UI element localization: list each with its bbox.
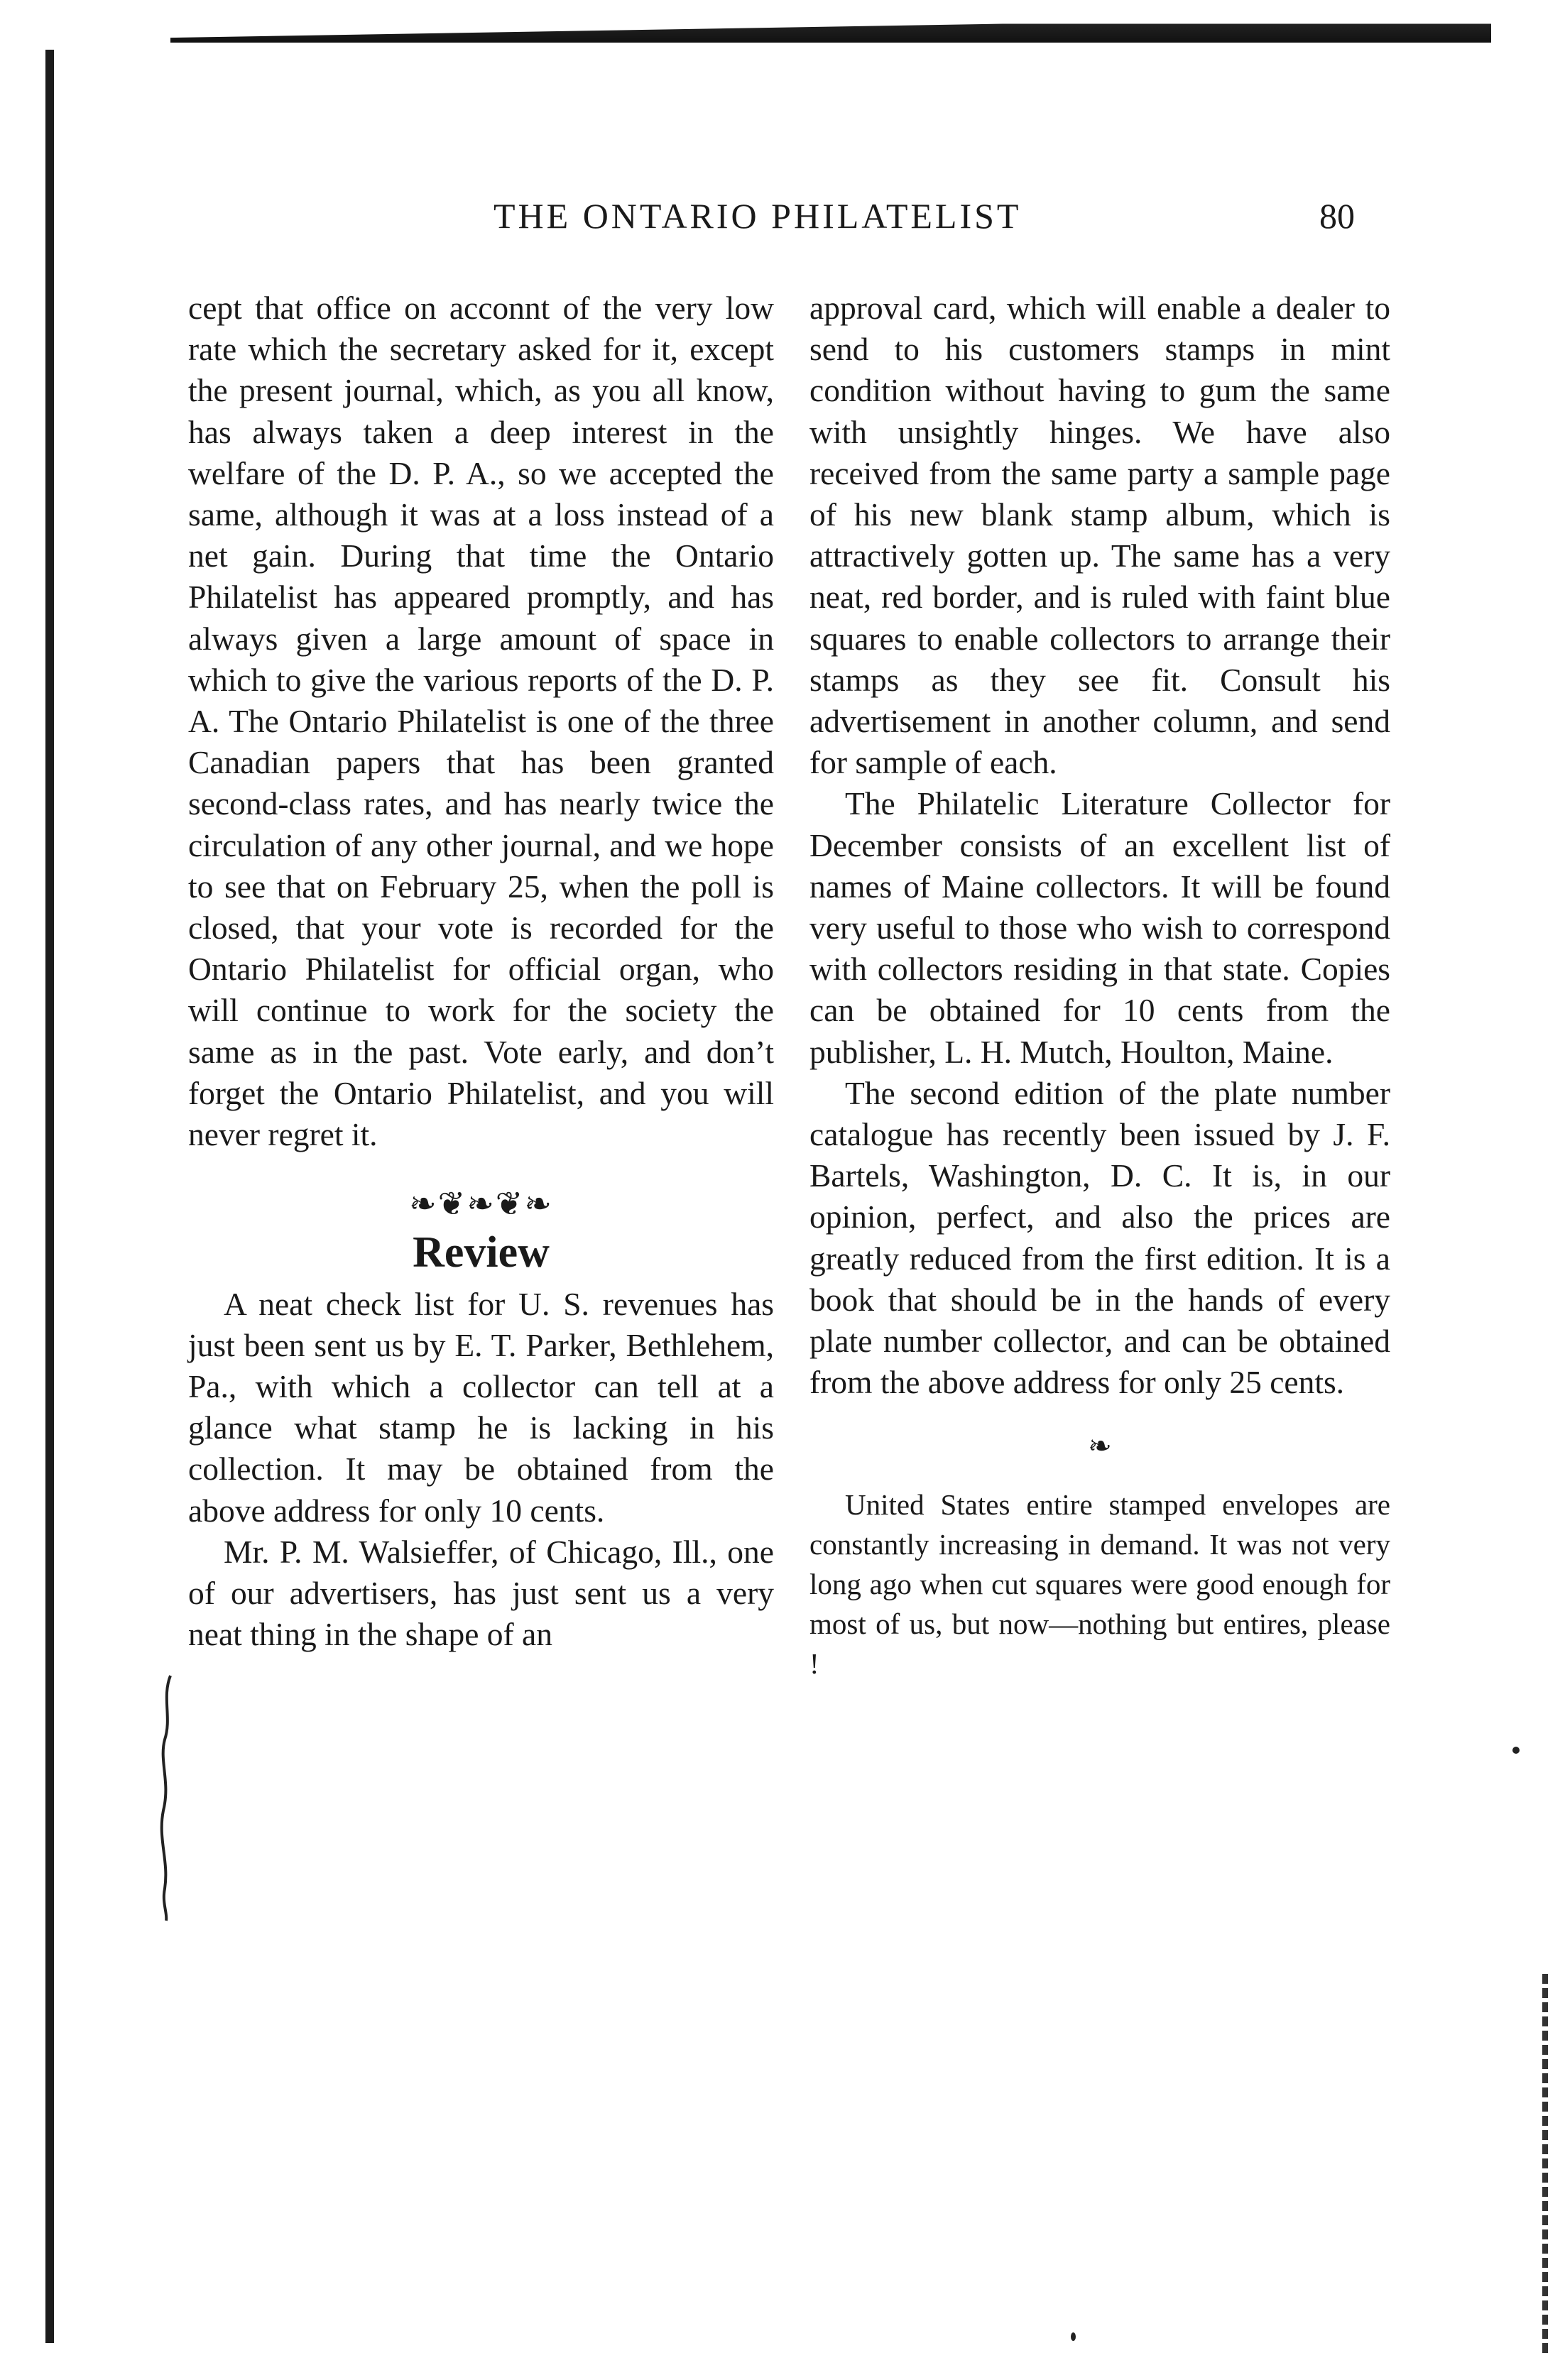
stray-dot (1071, 2332, 1076, 2341)
page-number: 80 (1319, 196, 1355, 236)
ornament-divider: ❧❦❧❦❧ (409, 1186, 553, 1223)
page-header (0, 195, 1565, 252)
right-paragraph-approval-card: approval card, which will enable a dealer to send to his customers stamps in mint condition without having to gum the same with unsightly hinges. We have also received from the same party a sample page of his new blank stamp album, which is attractively gotten up. The same has a very neat, red border, and is ruled with faint blue squares to enable collectors to arrange their stamps as they see fit. Consult his advertisement in another column, and send for sample of each. (809, 290, 1390, 781)
right-column (809, 288, 1390, 1683)
small-note-envelopes: United States entire stamped envelopes are constantly increasing in demand. It was not very long ago when cut squares were good enough for most of us, but now—nothing but entires, please ! (809, 1488, 1390, 1680)
left-paragraph-continuation: cept that office on acconnt of the very low rate which the secretary asked for it, except the present journal, which, as you all know, has always taken a deep interest in the welfare of the D. P. A., so we accepted the same, although it was at a loss instead of a net gain. During that time the Ontario Philatelist has appeared promptly, and has always given a large amount of space in which to give the various reports of the D. P. A. The Ontario Philatelist is one of the three Canadian papers that has been granted second-class rates, and has nearly twice the circulation of any other journal, and we hope to see that on February 25, when the poll is closed, that your vote is recorded for the Ontario Philatelist for official organ, who will continue to work for the society the same as in the past. Vote early, and don’t forget the Ontario Philatelist, and you will never regret it. (188, 290, 774, 1153)
review-walsieffer-paragraph: Mr. P. M. Walsieffer, of Chicago, Ill., one of our advertisers, has just sent us a very neat thing in the shape of an (188, 1533, 774, 1653)
ornament-small: ❧ (1088, 1430, 1112, 1463)
right-edge-rule (1542, 1974, 1548, 2357)
running-title: THE ONTARIO PHILATELIST (494, 196, 1022, 236)
left-border-rule (45, 50, 54, 2343)
left-column (188, 288, 774, 1656)
right-paragraph-plate-catalogue: The second edition of the plate number catalogue has recently been issued by J. F. Bartels, Washington, D. C. It is, in our opinion, perfect, and also the prices are greatly reduced from the first edition. It is a book that should be in the hands of every plate number collector, and can be obtained from the above address for only 25 cents. (809, 1074, 1390, 1401)
review-check-list-paragraph: A neat check list for U. S. revenues has just been sent us by E. T. Parker, Bethlehem, Pa., with which a collector can tell at a glance what stamp he is lacking in his collection. It may be obtained from the above address for only 10 cents. (188, 1285, 774, 1529)
stray-dot (1512, 1747, 1520, 1754)
top-border-rule (170, 16, 1491, 43)
right-paragraph-literature-collector: The Philatelic Literature Collector for December consists of an excellent list of names of Maine collectors. It will be found very useful to those who wish to correspond with collectors residing in that state. Copies can be obtained for 10 cents from the publisher, L. H. Mutch, Houlton, Maine. (809, 785, 1390, 1070)
section-heading-review: Review (413, 1228, 550, 1277)
margin-scribble-mark (155, 1669, 176, 1924)
